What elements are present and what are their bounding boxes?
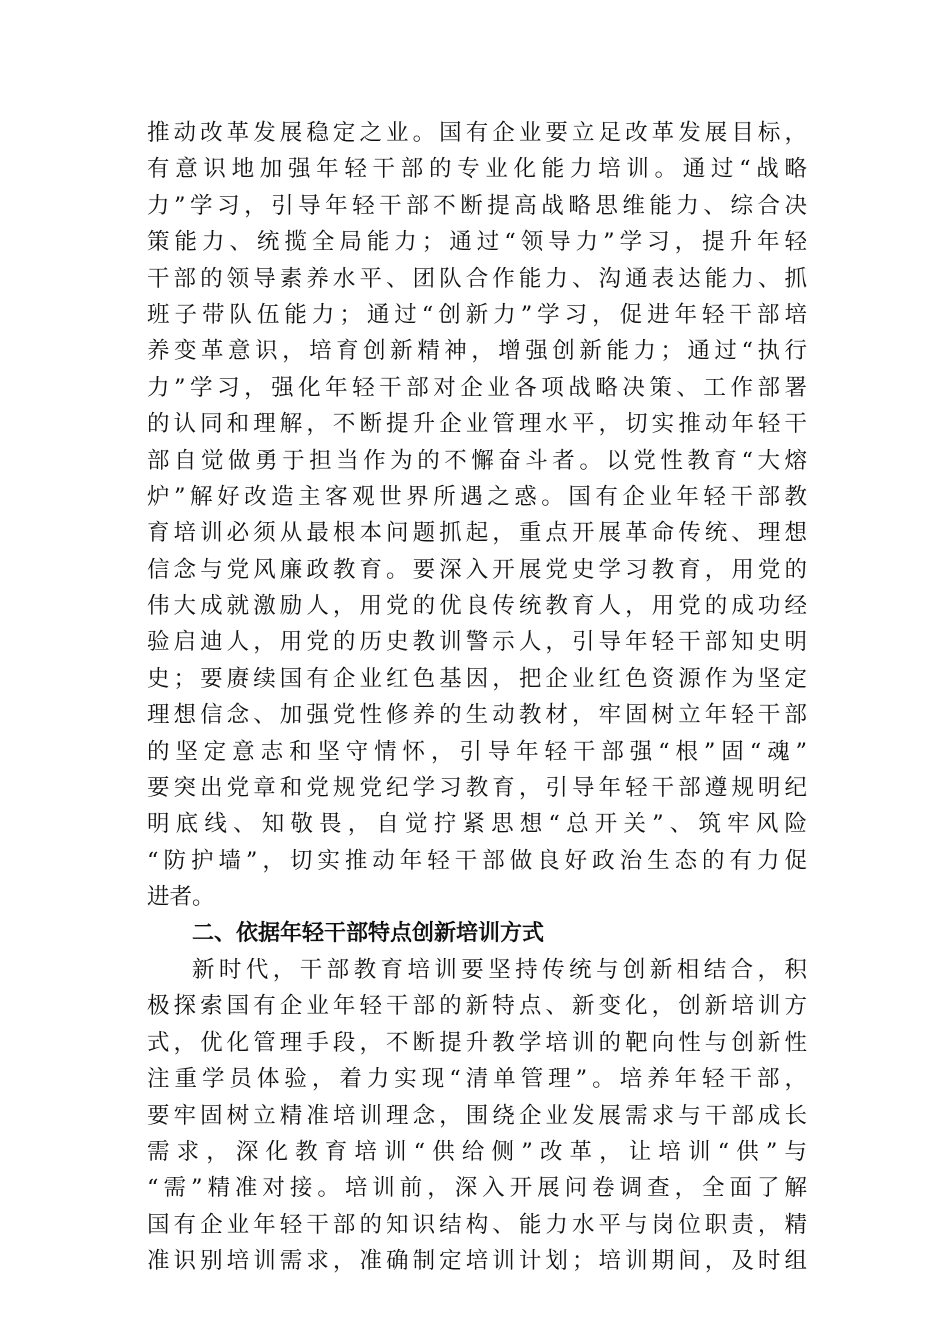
paragraph-2-line-1: 新时代，干部教育培训要坚持传统与创新相结合，积 bbox=[192, 956, 807, 983]
paragraph-1-line-21: “防护墙”，切实推动年轻干部做良好政治生态的有力促 bbox=[147, 847, 807, 874]
paragraph-2 bbox=[147, 952, 807, 1280]
paragraph-1-line-18: 的坚定意志和坚守情怀，引导年轻干部强“根”固“魂” bbox=[147, 738, 807, 765]
section-heading: 二、依据年轻干部特点创新培训方式 bbox=[192, 920, 545, 946]
paragraph-1-line-1: 推动改革发展稳定之业。国有企业要立足改革发展目标， bbox=[147, 120, 807, 146]
paragraph-1-line-3: 力”学习，引导年轻干部不断提高战略思维能力、综合决 bbox=[147, 192, 807, 219]
paragraph-1-line-22: 进者。 bbox=[147, 884, 215, 911]
paragraph-1-line-7: 养变革意识，培育创新精神，增强创新能力；通过“执行 bbox=[147, 338, 807, 365]
paragraph-2-line-3: 式，优化管理手段，不断提升教学培训的靶向性与创新性 bbox=[147, 1029, 807, 1056]
paragraph-1-line-20: 明底线、知敬畏，自觉拧紧思想“总开关”、筑牢风险 bbox=[147, 811, 807, 838]
paragraph-1 bbox=[147, 115, 807, 916]
paragraph-1-line-17: 理想信念、加强党性修养的生动教材，牢固树立年轻干部 bbox=[147, 702, 807, 729]
paragraph-2-line-2: 极探索国有企业年轻干部的新特点、新变化，创新培训方 bbox=[147, 993, 807, 1020]
paragraph-1-line-12: 育培训必须从最根本问题抓起，重点开展革命传统、理想 bbox=[147, 520, 807, 547]
paragraph-1-line-4: 策能力、统揽全局能力；通过“领导力”学习，提升年轻 bbox=[147, 229, 807, 256]
paragraph-1-line-2: 有意识地加强年轻干部的专业化能力培训。通过“战略 bbox=[147, 156, 807, 183]
paragraph-1-line-13: 信念与党风廉政教育。要深入开展党史学习教育，用党的 bbox=[147, 556, 807, 583]
paragraph-2-line-4: 注重学员体验，着力实现“清单管理”。培养年轻干部， bbox=[147, 1066, 807, 1093]
paragraph-1-line-6: 班子带队伍能力；通过“创新力”学习，促进年轻干部培 bbox=[147, 301, 807, 328]
paragraph-1-line-15: 验启迪人，用党的历史教训警示人，引导年轻干部知史明 bbox=[147, 629, 807, 656]
paragraph-2-line-8: 国有企业年轻干部的知识结构、能力水平与岗位职责，精 bbox=[147, 1211, 807, 1238]
document-body bbox=[147, 115, 807, 1280]
paragraph-1-line-8: 力”学习，强化年轻干部对企业各项战略决策、工作部署 bbox=[147, 374, 807, 401]
paragraph-1-line-10: 部自觉做勇于担当作为的不懈奋斗者。以党性教育“大熔 bbox=[147, 447, 807, 474]
paragraph-2-line-7: “需”精准对接。培训前，深入开展问卷调查，全面了解 bbox=[147, 1175, 807, 1202]
paragraph-1-line-9: 的认同和理解，不断提升企业管理水平，切实推动年轻干 bbox=[147, 411, 807, 438]
paragraph-1-line-19: 要突出党章和党规党纪学习教育，引导年轻干部遵规明纪 bbox=[147, 775, 807, 802]
paragraph-1-line-14: 伟大成就激励人，用党的优良传统教育人，用党的成功经 bbox=[147, 593, 807, 620]
paragraph-2-line-6: 需求，深化教育培训“供给侧”改革，让培训“供”与 bbox=[147, 1138, 807, 1165]
paragraph-1-line-11: 炉”解好改造主客观世界所遇之惑。国有企业年轻干部教 bbox=[147, 483, 807, 510]
paragraph-1-line-16: 史；要赓续国有企业红色基因，把企业红色资源作为坚定 bbox=[147, 665, 807, 692]
paragraph-2-line-5: 要牢固树立精准培训理念，围绕企业发展需求与干部成长 bbox=[147, 1102, 807, 1129]
paragraph-1-line-5: 干部的领导素养水平、团队合作能力、沟通表达能力、抓 bbox=[147, 265, 807, 292]
paragraph-2-line-9: 准识别培训需求，准确制定培训计划；培训期间，及时组 bbox=[147, 1248, 807, 1275]
